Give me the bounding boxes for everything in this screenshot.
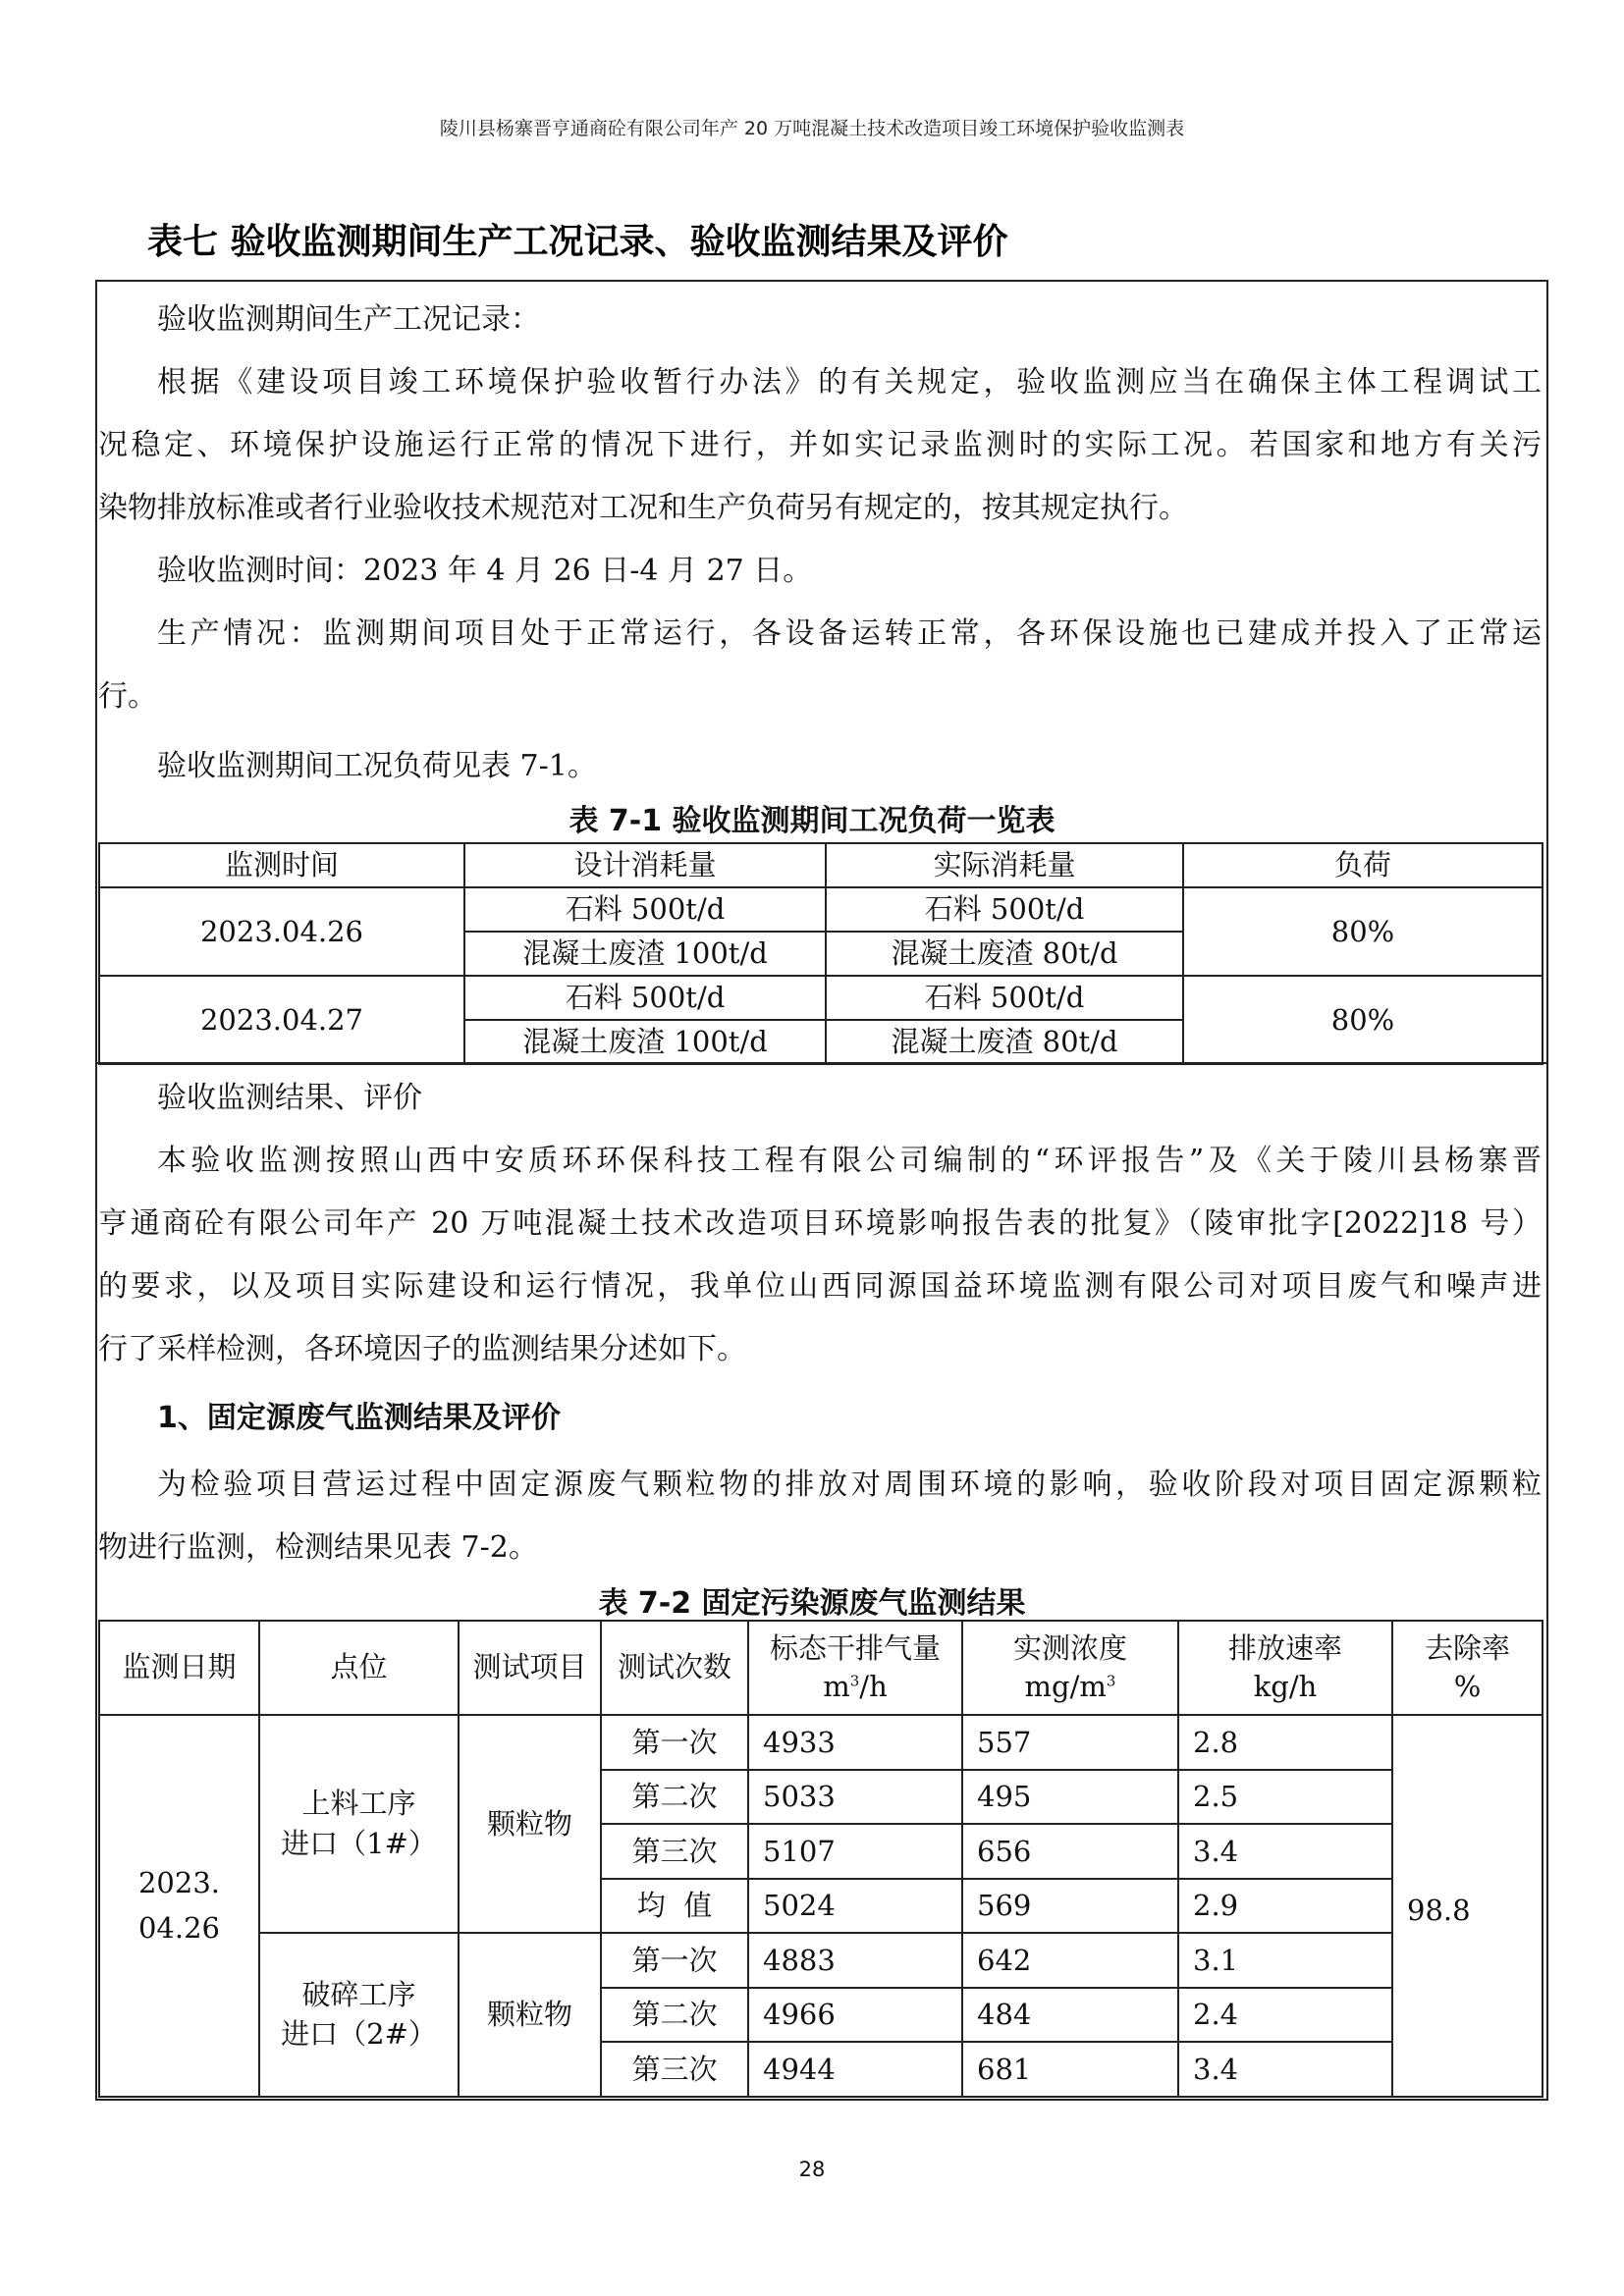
item-cell: 颗粒物	[459, 1933, 601, 2097]
concentration-cell: 557	[962, 1715, 1178, 1770]
design-consumption-cell: 石料 500t/d	[464, 976, 826, 1020]
subsection-heading: 1、固定源废气监测结果及评价	[157, 1401, 561, 1435]
count-cell: 第三次	[601, 1824, 748, 1879]
header-emission-rate	[1178, 1621, 1392, 1715]
table-7-1-caption: 表 7-1 验收监测期间工况负荷一览表	[568, 804, 1056, 838]
flow-cell: 5107	[748, 1824, 962, 1879]
flow-cell: 4883	[748, 1933, 962, 1988]
table-header-row	[99, 1621, 1543, 1715]
load-cell: 80%	[1183, 976, 1543, 1064]
count-cell: 均 值	[601, 1879, 748, 1934]
header-flow	[748, 1621, 962, 1715]
concentration-cell: 495	[962, 1770, 1178, 1825]
unit-superscript: 3	[849, 1672, 860, 1690]
table-row	[99, 1933, 1543, 1988]
rate-cell: 3.4	[1178, 1824, 1392, 1879]
header-cell: 监测时间	[99, 843, 464, 887]
flow-cell: 5033	[748, 1770, 962, 1825]
count-cell: 第一次	[601, 1715, 748, 1770]
flow-cell: 5024	[748, 1879, 962, 1934]
flow-cell: 4966	[748, 1988, 962, 2043]
actual-consumption-cell: 混凝土废渣 80t/d	[826, 932, 1183, 976]
section-title: 表七 验收监测期间生产工况记录、验收监测结果及评价	[147, 222, 1008, 262]
header-count: 测试次数	[601, 1621, 748, 1715]
rate-cell: 2.8	[1178, 1715, 1392, 1770]
count-cell: 第二次	[601, 1770, 748, 1825]
header-cell: 负荷	[1183, 843, 1543, 887]
unit-base: mg/m	[1024, 1670, 1107, 1703]
header-flow-unit	[753, 1668, 957, 1706]
table-7-2-caption: 表 7-2 固定污染源废气监测结果	[598, 1586, 1026, 1621]
rate-cell: 2.4	[1178, 1988, 1392, 2043]
monitoring-time: 验收监测时间：2023 年 4 月 26 日-4 月 27 日。	[157, 554, 813, 588]
load-cell: 80%	[1183, 887, 1543, 976]
flow-cell: 4933	[748, 1715, 962, 1770]
design-consumption-cell: 混凝土废渣 100t/d	[464, 932, 826, 976]
paragraph-line: 亨通商砼有限公司年产 20 万吨混凝土技术改造项目环境影响报告表的批复》（陵审批字[2022]18 号）	[98, 1206, 1542, 1241]
table-header-row	[99, 843, 1543, 887]
header-cell: 设计消耗量	[464, 843, 826, 887]
table-reference: 验收监测期间工况负荷见表 7-1。	[157, 749, 597, 783]
paragraph-line: 物进行监测，检测结果见表 7-2。	[98, 1530, 538, 1565]
header-date: 监测日期	[99, 1621, 259, 1715]
header-rate-unit: kg/h	[1253, 1670, 1318, 1703]
production-status-line: 行。	[98, 679, 157, 714]
header-cell: 实际消耗量	[826, 843, 1183, 887]
header-removal-unit: %	[1453, 1670, 1482, 1703]
header-item: 测试项目	[459, 1621, 601, 1715]
unit-base: m	[823, 1670, 850, 1703]
table-row	[99, 1715, 1543, 1770]
unit-tail: /h	[859, 1670, 888, 1703]
item-cell: 颗粒物	[459, 1715, 601, 1933]
table-7-2	[98, 1620, 1543, 2098]
paragraph-line: 根据《建设项目竣工环境保护验收暂行办法》的有关规定，验收监测应当在确保主体工程调试工	[157, 365, 1542, 400]
concentration-cell: 569	[962, 1879, 1178, 1934]
paragraph-line: 行了采样检测，各环境因子的监测结果分述如下。	[98, 1332, 746, 1366]
concentration-cell: 681	[962, 2042, 1178, 2097]
paragraph-line: 的要求，以及项目实际建设和运行情况，我单位山西同源国益环境监测有限公司对项目废气和噪声进	[98, 1269, 1542, 1304]
working-condition-heading: 验收监测期间生产工况记录：	[157, 302, 540, 337]
rate-cell: 2.9	[1178, 1879, 1392, 1934]
count-cell: 第三次	[601, 2042, 748, 2097]
production-status-line: 生产情况：监测期间项目处于正常运行，各设备运转正常，各环保设施也已建成并投入了正常运	[157, 616, 1542, 651]
rate-cell: 2.5	[1178, 1770, 1392, 1825]
count-cell: 第二次	[601, 1988, 748, 2043]
page-number: 28	[798, 2158, 826, 2181]
rate-cell: 3.1	[1178, 1933, 1392, 1988]
point-cell: 上料工序 进口（1#）	[259, 1715, 459, 1933]
header-removal-label: 去除率	[1424, 1630, 1510, 1665]
table-row	[99, 976, 1543, 1020]
paragraph-line: 染物排放标准或者行业验收技术规范对工况和生产负荷另有规定的，按其规定执行。	[98, 491, 1188, 525]
results-heading: 验收监测结果、评价	[157, 1081, 422, 1115]
header-removal-rate	[1392, 1621, 1543, 1715]
concentration-cell: 656	[962, 1824, 1178, 1879]
header-point: 点位	[259, 1621, 459, 1715]
rate-cell: 3.4	[1178, 2042, 1392, 2097]
table-7-1	[98, 842, 1543, 1065]
paragraph-line: 为检验项目营运过程中固定源废气颗粒物的排放对周围环境的影响，验收阶段对项目固定源颗粒	[157, 1468, 1542, 1502]
count-cell: 第一次	[601, 1933, 748, 1988]
actual-consumption-cell: 石料 500t/d	[826, 887, 1183, 932]
header-rate-label: 排放速率	[1227, 1630, 1342, 1665]
design-consumption-cell: 石料 500t/d	[464, 887, 826, 932]
running-header: 陵川县杨寨晋亨通商砼有限公司年产 20 万吨混凝土技术改造项目竣工环境保护验收监测表	[439, 118, 1185, 139]
header-conc-unit	[967, 1668, 1173, 1706]
design-consumption-cell: 混凝土废渣 100t/d	[464, 1020, 826, 1064]
table-row	[99, 887, 1543, 932]
flow-cell: 4944	[748, 2042, 962, 2097]
concentration-cell: 484	[962, 1988, 1178, 2043]
date-cell: 2023.04.26	[99, 887, 464, 976]
header-concentration	[962, 1621, 1178, 1715]
actual-consumption-cell: 混凝土废渣 80t/d	[826, 1020, 1183, 1064]
actual-consumption-cell: 石料 500t/d	[826, 976, 1183, 1020]
unit-superscript: 3	[1106, 1672, 1116, 1690]
header-flow-label: 标态干排气量	[769, 1630, 941, 1665]
header-conc-label: 实测浓度	[1012, 1630, 1127, 1665]
paragraph-line: 况稳定、环境保护设施运行正常的情况下进行，并如实记录监测时的实际工况。若国家和地方有关污	[98, 428, 1542, 462]
date-cell: 2023. 04.26	[99, 1715, 259, 2097]
removal-cell: 98.8	[1392, 1715, 1543, 2097]
paragraph-line: 本验收监测按照山西中安质环环保科技工程有限公司编制的“环评报告”及《关于陵川县杨寨晋	[157, 1144, 1542, 1178]
concentration-cell: 642	[962, 1933, 1178, 1988]
date-cell: 2023.04.27	[99, 976, 464, 1064]
point-cell: 破碎工序 进口（2#）	[259, 1933, 459, 2097]
